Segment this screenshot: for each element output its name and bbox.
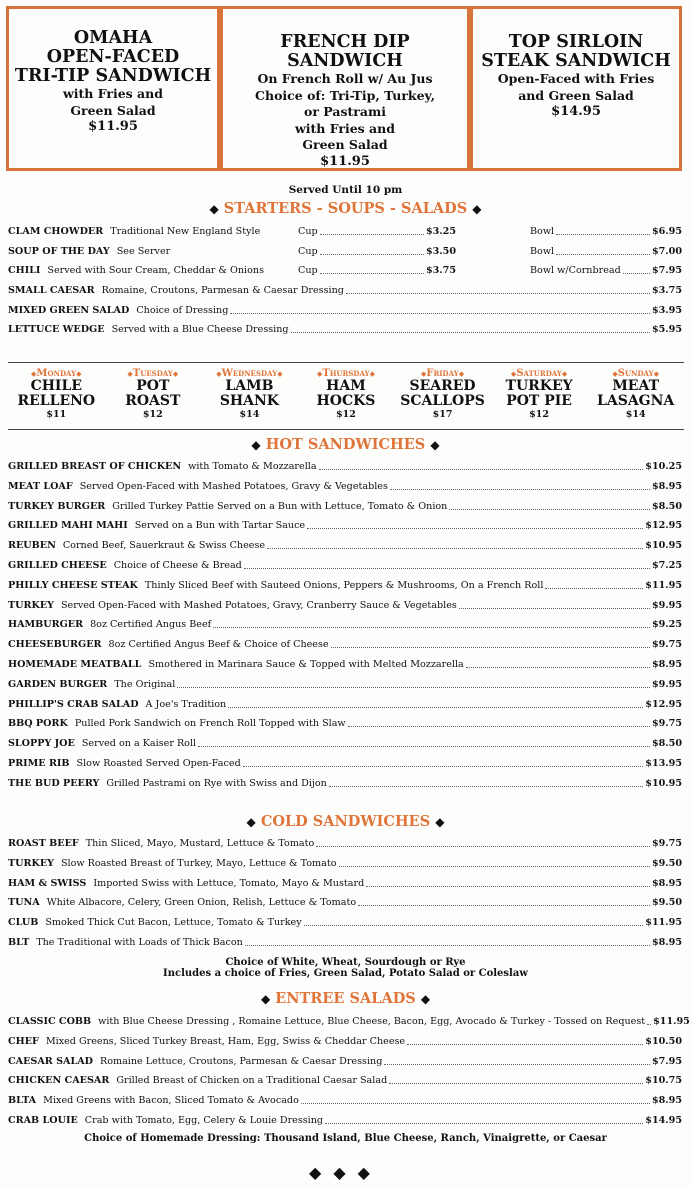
menu-item-name: GARDEN BURGER [8, 678, 108, 690]
dot-leader [177, 679, 650, 688]
starters-heading-text: STARTERS - SOUPS - SALADS [223, 200, 468, 217]
entree-salads-heading-text: ENTREE SALADS [275, 990, 416, 1007]
soup-cup-price-row [298, 226, 456, 238]
dot-leader [329, 778, 643, 787]
featured-title: TOP SIRLOIN [508, 32, 644, 52]
menu-item-price: $12.95 [645, 698, 682, 710]
menu-item-row [8, 580, 682, 592]
menu-item-row [8, 1075, 682, 1087]
menu-item-price: $8.95 [651, 480, 682, 492]
dot-leader [339, 858, 650, 867]
menu-item-row [8, 659, 682, 671]
menu-item-row [8, 1115, 682, 1127]
dish-name: SEARED [409, 378, 476, 394]
menu-item-row [8, 1095, 682, 1107]
sides-choice-note: Includes a choice of Fries, Green Salad, Potato Salad or Coleslaw [163, 968, 528, 979]
menu-item-price: $11.95 [645, 917, 682, 929]
menu-item-row [8, 897, 682, 909]
menu-item-price: $11.95 [653, 1016, 690, 1027]
dot-leader [320, 226, 424, 235]
featured-sub: and Green Salad [518, 87, 634, 103]
menu-item-description: with Blue Cheese Dressing , Romaine Lettuce, Blue Cheese, Bacon, Egg, Avocado & Turkey - Tossed on Request [98, 1016, 646, 1027]
cup-label: Cup [298, 245, 318, 257]
bowl-label: Bowl w/Cornbread [530, 265, 621, 276]
menu-item-name: BLT [8, 937, 30, 948]
dot-leader [358, 897, 650, 906]
footer-diamonds-icon: ◆◆◆ [309, 1163, 382, 1182]
menu-item-name: SLOPPY JOE [8, 738, 75, 750]
menu-item-row [8, 639, 682, 651]
featured-sub: Green Salad [302, 137, 388, 152]
menu-item-name: CLASSIC COBB [8, 1016, 92, 1027]
menu-item-price: $14.95 [645, 1115, 682, 1126]
menu-item-name: SMALL CAESAR [8, 285, 95, 296]
menu-item-description: 8oz Certified Angus Beef & Choice of Cheese [108, 639, 329, 651]
menu-item-description: Imported Swiss with Lettuce, Tomato, Mayo & Mustard [93, 877, 365, 889]
dot-leader [366, 878, 650, 887]
day-name-text: Thursday [322, 368, 370, 379]
dot-leader [316, 838, 650, 847]
menu-item-description: Choice of Cheese & Bread [113, 560, 242, 571]
bowl-price: $6.95 [651, 226, 682, 237]
dish-name: RELLENO [17, 393, 96, 409]
cup-label: Cup [298, 226, 318, 237]
diamond-icon: ◆ [369, 369, 375, 378]
menu-item-description: Grilled Breast of Chicken on a Traditional Caesar Salad [116, 1075, 388, 1087]
featured-sub: or Pastrami [304, 104, 386, 119]
menu-item-name: GRILLED CHEESE [8, 560, 107, 571]
menu-item-row [8, 937, 682, 949]
cup-price: $3.75 [425, 265, 456, 276]
menu-item-name: HAM & SWISS [8, 877, 87, 889]
dot-leader [245, 937, 650, 946]
daily-special-thursday [301, 363, 391, 429]
menu-item-name: MIXED GREEN SALAD [8, 304, 130, 316]
diamond-icon: ◆ [251, 438, 261, 452]
dot-leader [407, 1036, 643, 1045]
diamond-icon: ◆ [209, 202, 219, 216]
dot-leader [319, 461, 644, 470]
menu-item-name: TURKEY [8, 857, 54, 869]
soup-bowl-price-row [530, 226, 682, 238]
menu-item-price: $8.95 [651, 937, 682, 948]
menu-item-description: 8oz Certified Angus Beef [90, 619, 212, 631]
dish-price: $14 [625, 409, 646, 420]
diamond-icon: ◆ [172, 369, 179, 378]
menu-item-price: $9.95 [651, 599, 682, 611]
featured-sub: Choice of: Tri-Tip, Turkey, [255, 87, 435, 103]
soup-bowl-price-row [530, 265, 682, 277]
menu-item-description: with Tomato & Mozzarella [188, 461, 317, 472]
menu-item-row [8, 600, 682, 612]
menu-item-price: $9.95 [651, 678, 682, 690]
dish-name: LASAGNA [597, 393, 675, 409]
dish-name: HAM [326, 378, 366, 394]
featured-box-omaha [6, 6, 220, 171]
dot-leader [556, 226, 650, 235]
featured-title: TRI-TIP SANDWICH [14, 66, 212, 86]
featured-sub: Green Salad [70, 102, 156, 118]
soup-name: SOUP OF THE DAY [8, 245, 110, 257]
menu-item-price: $8.95 [651, 1095, 682, 1107]
menu-item-price: $10.95 [645, 540, 682, 552]
menu-item-row [8, 718, 682, 730]
menu-item-price: $9.75 [651, 718, 682, 730]
soup-cup-price-row [298, 265, 456, 277]
menu-item-description: Served on a Bun with Tartar Sauce [134, 520, 306, 532]
diamond-icon: ◆ [653, 369, 659, 378]
menu-item-description: White Albacore, Celery, Green Onion, Relish, Lettuce & Tomato [46, 897, 357, 909]
featured-sub: with Fries and [63, 86, 163, 101]
dish-name: SCALLOPS [400, 393, 485, 409]
soup-row [8, 246, 293, 258]
dot-leader [307, 520, 643, 529]
diamond-icon: ◆ [31, 369, 37, 378]
menu-item-name: BBQ PORK [8, 718, 68, 730]
menu-item-row [8, 838, 682, 850]
menu-item-description: Served on a Kaiser Roll [81, 738, 197, 750]
menu-item-description: A Joe's Tradition [145, 698, 227, 710]
dish-price: $11 [46, 409, 67, 420]
dressing-choice-note: Choice of Homemade Dressing: Thousand Island, Blue Cheese, Ranch, Vinaigrette, or Caesar [84, 1133, 607, 1144]
menu-item-name: PRIME RIB [8, 758, 70, 769]
dish-name: CHILE [30, 378, 82, 394]
soup-description: Served with Sour Cream, Cheddar & Onions [47, 265, 265, 276]
menu-item-name: CHICKEN CAESAR [8, 1075, 110, 1087]
menu-item-row [8, 1016, 690, 1028]
menu-item-name: CLUB [8, 917, 39, 929]
dot-leader [459, 600, 650, 609]
menu-item-description: Smoked Thick Cut Bacon, Lettuce, Tomato & Turkey [45, 917, 302, 929]
menu-item-row [8, 560, 682, 572]
dot-leader [384, 1056, 650, 1065]
menu-item-name: HAMBURGER [8, 619, 84, 631]
dot-leader [647, 1016, 651, 1025]
menu-item-name: MEAT LOAF [8, 480, 73, 492]
featured-sub: with Fries and [295, 120, 395, 136]
day-name-text: Wednesday [221, 368, 278, 379]
diamond-icon: ◆ [420, 369, 427, 378]
menu-item-row [8, 758, 682, 770]
daily-special-wednesday [204, 363, 294, 429]
menu-item-description: Served Open-Faced with Mashed Potatoes, Gravy & Vegetables [79, 480, 388, 492]
dish-name: ROAST [125, 393, 181, 409]
entree-salads-heading [0, 990, 691, 1007]
dish-name: TURKEY [505, 378, 573, 394]
menu-item-price: $7.95 [651, 1055, 682, 1067]
menu-item-name: BLTA [8, 1095, 37, 1107]
dot-leader [466, 659, 650, 668]
menu-item-name: THE BUD PEERY [8, 777, 100, 789]
day-name-text: Monday [36, 368, 77, 379]
menu-item-name: CHEF [8, 1035, 39, 1047]
menu-item-row [8, 878, 682, 890]
menu-item-price: $7.25 [651, 560, 682, 571]
menu-item-description: Slow Roasted Served Open-Faced [76, 758, 241, 769]
soup-name: CHILI [8, 265, 41, 276]
menu-item-price: $8.95 [651, 877, 682, 889]
diamond-icon: ◆ [561, 369, 568, 378]
menu-item-row [8, 1036, 682, 1048]
menu-item-row [8, 540, 682, 552]
menu-item-description: Pulled Pork Sandwich on French Roll Topped with Slaw [74, 718, 346, 730]
daily-specials [8, 362, 684, 430]
menu-item-description: The Original [114, 678, 176, 690]
featured-title: OMAHA [73, 28, 153, 48]
dot-leader [198, 738, 650, 747]
day-name-text: Tuesday [132, 368, 173, 379]
menu-item-description: Crab with Tomato, Egg, Celery & Louie Dressing [84, 1115, 324, 1126]
bread-choice-note: Choice of White, Wheat, Sourdough or Rye [225, 957, 466, 968]
menu-item-price: $8.50 [651, 738, 682, 750]
menu-item-description: Slow Roasted Breast of Turkey, Mayo, Lettuce & Tomato [60, 857, 337, 869]
dot-leader [348, 718, 650, 727]
diamond-icon: ◆ [76, 369, 82, 378]
dot-leader [325, 1115, 643, 1124]
dot-leader [230, 305, 650, 314]
diamond-icon: ◆ [260, 992, 271, 1006]
menu-item-price: $13.95 [645, 758, 682, 769]
hot-sandwiches-heading [0, 436, 691, 453]
featured-box-french-dip [220, 6, 470, 171]
dish-name: LAMB [225, 378, 274, 394]
menu-item-row [8, 461, 682, 473]
featured-sub: On French Roll w/ Au Jus [257, 71, 433, 86]
diamond-icon: ◆ [430, 438, 440, 452]
featured-specials [6, 6, 682, 171]
daily-special-tuesday [108, 363, 198, 429]
diamond-icon: ◆ [472, 202, 482, 216]
daily-special-monday [11, 363, 101, 429]
dot-leader [267, 540, 643, 549]
dish-name: POT [136, 378, 170, 394]
dot-leader [244, 560, 650, 569]
menu-item-row [8, 679, 682, 691]
soup-cup-price-row [298, 246, 456, 258]
dish-price: $12 [142, 409, 163, 420]
daily-special-sunday [591, 363, 681, 429]
menu-item-price: $5.95 [651, 324, 682, 335]
dot-leader [331, 639, 650, 648]
dish-price: $12 [529, 409, 550, 420]
cold-sandwiches-heading [0, 813, 691, 830]
diamond-icon: ◆ [510, 369, 517, 378]
dish-price: $14 [239, 409, 260, 420]
day-name-text: Sunday [617, 368, 654, 379]
soup-bowl-price-row [530, 246, 682, 258]
menu-item-description: Corned Beef, Sauerkraut & Swiss Cheese [62, 540, 266, 552]
diamond-icon: ◆ [216, 369, 222, 378]
menu-item-row [8, 1056, 682, 1068]
dot-leader [291, 324, 650, 333]
menu-item-name: TUNA [8, 897, 40, 909]
menu-item-price: $10.25 [645, 461, 682, 472]
menu-item-row [8, 305, 682, 317]
daily-special-saturday [494, 363, 584, 429]
dot-leader [228, 699, 643, 708]
menu-item-description: Romaine Lettuce, Croutons, Parmesan & Caesar Dressing [99, 1055, 383, 1067]
day-name-text: Friday [426, 368, 459, 379]
menu-item-price: $8.50 [651, 500, 682, 512]
menu-item-description: The Traditional with Loads of Thick Bacon [36, 937, 243, 948]
menu-item-name: ROAST BEEF [8, 838, 79, 849]
menu-item-row [8, 778, 682, 790]
menu-item-row [8, 285, 682, 297]
dish-name: HOCKS [316, 393, 376, 409]
bowl-price: $7.95 [651, 265, 682, 276]
menu-item-row [8, 324, 682, 336]
featured-title: STEAK SANDWICH [481, 51, 671, 71]
menu-item-price: $3.95 [651, 304, 682, 316]
bowl-price: $7.00 [651, 245, 682, 257]
cup-price: $3.50 [425, 245, 456, 257]
soup-description: Traditional New England Style [110, 226, 261, 237]
menu-item-price: $12.95 [645, 520, 682, 532]
soup-description: See Server [116, 245, 171, 257]
menu-item-name: CHEESEBURGER [8, 639, 102, 651]
cup-price: $3.25 [425, 226, 456, 237]
bowl-label: Bowl [530, 245, 555, 257]
dish-name: POT PIE [506, 393, 572, 409]
menu-item-name: HOMEMADE MEATBALL [8, 659, 142, 670]
menu-item-name: CRAB LOUIE [8, 1115, 78, 1126]
menu-item-name: LETTUCE WEDGE [8, 324, 105, 335]
featured-title: OPEN-FACED [46, 47, 180, 67]
featured-sub: Open-Faced with Fries [497, 71, 655, 86]
menu-item-name: CAESAR SALAD [8, 1055, 93, 1067]
menu-item-price: $9.25 [651, 619, 682, 631]
menu-item-description: Mixed Greens with Bacon, Sliced Tomato & Avocado [43, 1095, 299, 1107]
diamond-icon: ◆ [435, 815, 445, 829]
menu-item-row [8, 501, 682, 513]
soup-row [8, 226, 293, 238]
diamond-icon: ◆ [612, 369, 618, 378]
menu-item-price: $9.50 [651, 857, 682, 869]
daily-special-friday [398, 363, 488, 429]
menu-item-name: REUBEN [8, 540, 56, 552]
menu-item-description: Served Open-Faced with Mashed Potatoes, Gravy, Cranberry Sauce & Vegetables [60, 599, 457, 611]
menu-item-row [8, 699, 682, 711]
menu-item-price: $11.95 [645, 579, 682, 591]
diamond-icon: ◆ [246, 815, 256, 829]
dot-leader [623, 265, 650, 274]
featured-box-top-sirloin [470, 6, 682, 171]
dish-price: $12 [336, 409, 356, 420]
dot-leader [545, 580, 643, 589]
dot-leader [213, 619, 650, 628]
menu-item-price: $9.75 [651, 838, 682, 849]
soup-name: CLAM CHOWDER [8, 226, 104, 237]
menu-item-row [8, 520, 682, 532]
menu-item-row [8, 481, 682, 493]
menu-item-description: Thin Sliced, Mayo, Mustard, Lettuce & Tomato [85, 838, 315, 849]
featured-price: $11.95 [320, 153, 370, 169]
featured-price: $14.95 [551, 104, 601, 119]
menu-item-name: GRILLED BREAST OF CHICKEN [8, 461, 182, 472]
dot-leader [301, 1095, 650, 1104]
menu-item-name: PHILLIP'S CRAB SALAD [8, 698, 139, 710]
menu-item-row [8, 619, 682, 631]
diamond-icon: ◆ [127, 369, 133, 378]
menu-item-name: TURKEY BURGER [8, 500, 106, 512]
dot-leader [449, 501, 650, 510]
menu-item-description: Choice of Dressing [136, 304, 229, 316]
menu-item-name: TURKEY [8, 599, 54, 611]
cup-label: Cup [298, 265, 318, 276]
day-name-text: Saturday [516, 368, 562, 379]
dish-name: SHANK [219, 393, 279, 409]
menu-item-price: $9.50 [651, 897, 682, 909]
menu-item-price: $10.50 [645, 1035, 682, 1047]
menu-item-name: PHILLY CHEESE STEAK [8, 579, 138, 591]
bowl-label: Bowl [530, 226, 555, 237]
dish-name: MEAT [612, 378, 659, 394]
menu-item-description: Served with a Blue Cheese Dressing [111, 324, 289, 335]
featured-title: FRENCH DIP SANDWICH [280, 32, 410, 71]
dot-leader [389, 1075, 643, 1084]
menu-item-row [8, 738, 682, 750]
menu-item-price: $3.75 [651, 285, 682, 296]
diamond-icon: ◆ [277, 369, 283, 378]
menu-item-price: $9.75 [651, 639, 682, 651]
hot-sandwiches-heading-text: HOT SANDWICHES [265, 436, 426, 453]
dot-leader [320, 265, 424, 274]
menu-item-description: Grilled Turkey Pattie Served on a Bun with Lettuce, Tomato & Onion [112, 500, 448, 512]
dot-leader [320, 246, 424, 255]
diamond-icon: ◆ [420, 992, 431, 1006]
starters-heading [0, 200, 691, 217]
dot-leader [304, 917, 644, 926]
menu-item-price: $8.95 [651, 659, 682, 670]
dot-leader [390, 481, 650, 490]
menu-item-row [8, 858, 682, 870]
featured-price: $11.95 [88, 119, 138, 134]
menu-item-description: Grilled Pastrami on Rye with Swiss and Dijon [106, 777, 327, 789]
menu-item-description: Thinly Sliced Beef with Sauteed Onions, Peppers & Mushrooms, On a French Roll [144, 579, 544, 591]
menu-item-description: Smothered in Marinara Sauce & Topped with Melted Mozzarella [148, 659, 464, 670]
cold-sandwiches-heading-text: COLD SANDWICHES [260, 813, 431, 830]
menu-item-description: Mixed Greens, Sliced Turkey Breast, Ham, Egg, Swiss & Cheddar Cheese [45, 1035, 406, 1047]
menu-item-description: Romaine, Croutons, Parmesan & Caesar Dressing [101, 285, 344, 296]
dot-leader [556, 246, 650, 255]
menu-item-name: GRILLED MAHI MAHI [8, 520, 128, 532]
diamond-icon: ◆ [316, 369, 323, 378]
dot-leader [243, 758, 644, 767]
diamond-icon: ◆ [458, 369, 465, 378]
menu-item-price: $10.95 [645, 777, 682, 789]
menu-item-row [8, 917, 682, 929]
dish-price: $17 [432, 409, 453, 420]
served-until-note: Served Until 10 pm [288, 184, 403, 196]
menu-item-price: $10.75 [645, 1075, 682, 1087]
soup-row [8, 265, 293, 277]
dot-leader [346, 285, 650, 294]
